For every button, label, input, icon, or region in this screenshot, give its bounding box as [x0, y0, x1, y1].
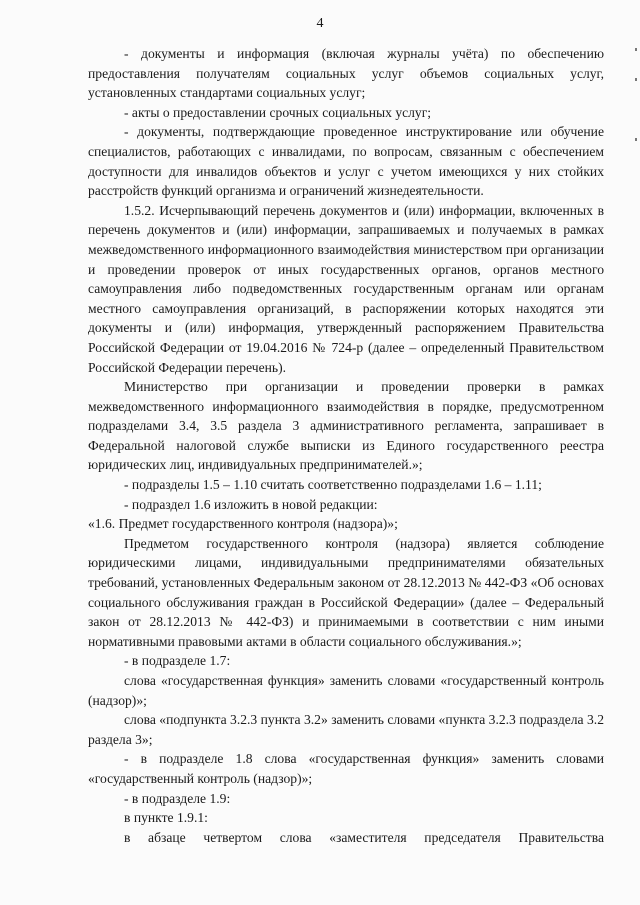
paragraph: 1.5.2. Исчерпывающий перечень документов и (или) информации, включенных в перечень документов и (или) информации, запрашиваемых и получаемых в рамках межведомственного информационного взаимодействия министерством при организации и проведении проверок от иных государственных органов, органов местного самоуправления либо подведомственных государственным органам или органам местного самоуправления организаций, в распоряжении которых находятся эти документы и (или) информация, утвержденный распоряжением Правительства Российской Федерации от 19.04.2016 № 724-р (далее – определенный Правительством Российской Федерации перечень). [88, 202, 604, 375]
paragraph: - в подразделе 1.7: [124, 653, 231, 669]
paragraph: - подразделы 1.5 – 1.10 считать соответственно подразделами 1.6 – 1.11; [124, 477, 542, 493]
document-body [88, 44, 604, 847]
paragraph: в пункте 1.9.1: [124, 810, 208, 826]
paragraph: - подраздел 1.6 изложить в новой редакции: [124, 496, 378, 512]
paragraph: - документы, подтверждающие проведенное инструктирование или обучение специалистов, работающих с инвалидами, по вопросам, связанным с обеспечением доступности для инвалидов объектов и услуг с учетом имеющихся у них стойких расстройств функций организма и ограничений жизнедеятельности. [88, 124, 604, 199]
paragraph: - документы и информация (включая журналы учёта) по обеспечению предоставления получателям социальных услуг объемов социальных услуг, установленных стандартами социальных услуг; [88, 46, 604, 101]
paragraph: слова «государственная функция» заменить словами «государственный контроль (надзор)»; [88, 673, 604, 708]
paragraph: Министерство при организации и проведении проверки в рамках межведомственного информационного взаимодействия в порядке, предусмотренном подразделами 3.4, 3.5 раздела 3 административного регламента, запрашивает в Федеральной налоговой службе выписки из Единого государственного реестра юридических лиц, индивидуальных предпринимателей.»; [88, 379, 604, 473]
margin-mark [635, 48, 637, 51]
paragraph: в абзаце четвертом слова «заместителя председателя Правительства [124, 829, 604, 845]
paragraph: слова «подпункта 3.2.3 пункта 3.2» заменить словами «пункта 3.2.3 подраздела 3.2 раздела 3»; [88, 712, 604, 747]
page-number: 4 [316, 16, 324, 31]
paragraph: - в подразделе 1.9: [124, 790, 231, 806]
margin-mark [635, 138, 637, 141]
paragraph: - акты о предоставлении срочных социальных услуг; [124, 104, 432, 120]
paragraph: «1.6. Предмет государственного контроля (надзора)»; [88, 516, 398, 532]
margin-mark [635, 78, 637, 81]
paragraph: - в подразделе 1.8 слова «государственная функция» заменить словами «государственный контроль (надзор)»; [88, 751, 604, 786]
paragraph: Предметом государственного контроля (надзора) является соблюдение юридическими лицами, индивидуальными предпринимателями обязательных требований, установленных Федеральным законом от 28.12.2013 № 442-ФЗ «Об основах социального обслуживания граждан в Российской Федерации» (далее – Федеральный закон от 28.12.2013 № 442-ФЗ) и принимаемыми в соответствии с ним иными нормативными правовыми актами в области социального обслуживания.»; [88, 535, 604, 649]
